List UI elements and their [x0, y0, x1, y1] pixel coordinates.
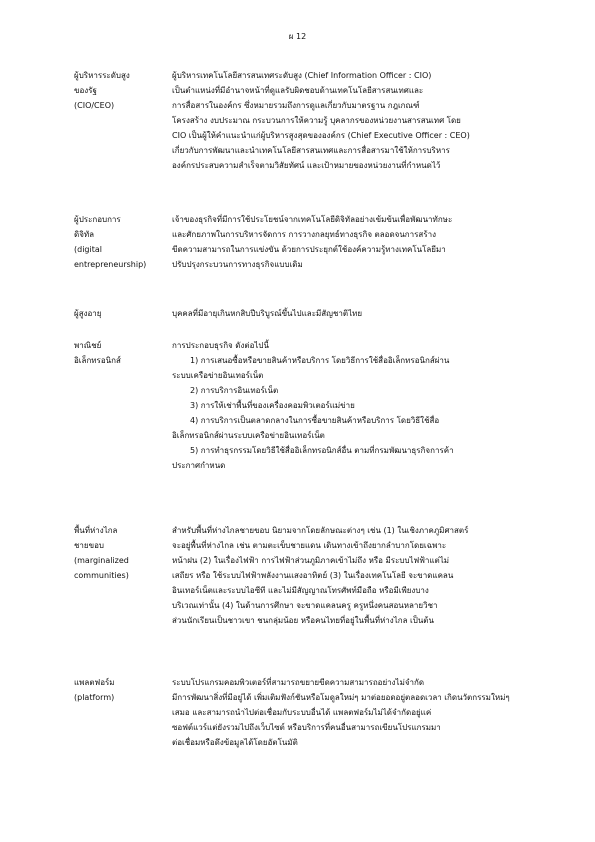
definition-line: จะอยู่พื้นที่ห่างไกล เช่น ตามตะเข็บชายแดน เดินทางเข้าถึงยากลำบากโดยเฉพาะ: [172, 541, 447, 550]
definition-line: ซอฟต์แวร์แต่ยังรวมไปถึงเว็บไซต์ หรือบริการที่คนอื่นสามารถเขียนโปรแกรมมา: [172, 723, 441, 732]
term-line: อิเล็กทรอนิกส์: [74, 356, 121, 365]
definition-line: เสมอ และสามารถนำไปต่อเชื่อมกับระบบอื่นได้ แพลตฟอร์มไม่ได้จำกัดอยู่แค่: [172, 708, 432, 717]
definition-line: อิเล็กทรอนิกส์ผ่านระบบเครือข่ายอินเทอร์เน็ต: [172, 431, 325, 440]
definition-line: ระบบเครือข่ายอินเทอร์เน็ต: [172, 371, 264, 380]
term-line: communities): [74, 571, 129, 580]
term-line: พื้นที่ห่างไกล: [74, 526, 118, 535]
definition: [172, 306, 534, 321]
definition-line: ปรับปรุงกระบวนการทางธุรกิจแบบเดิม: [172, 260, 303, 269]
definition-line: 3) การให้เช่าพื้นที่ของเครื่องคอมพิวเตอร์แม่ข่าย: [190, 401, 355, 410]
term-line: (platform): [74, 693, 115, 702]
definition: [172, 338, 534, 473]
definition-line: 4) การบริการเป็นตลาดกลางในการซื้อขายสินค้าหรือบริการ โดยวิธีใช้สื่อ: [190, 416, 440, 425]
term-line: พาณิชย์: [74, 341, 102, 350]
term-line: ดิจิทัล: [74, 230, 95, 239]
definition-line: 1) การเสนอซื้อหรือขายสินค้าหรือบริการ โดยวิธีการใช้สื่ออิเล็กทรอนิกส์ผ่าน: [190, 356, 450, 365]
term-line: (marginalized: [74, 556, 129, 565]
definition-line: การประกอบธุรกิจ ดังต่อไปนี้: [172, 341, 269, 350]
definition-line: การสื่อสารในองค์กร ซึ่งหมายรวมถึงการดูแลเกี่ยวกับมาตรฐาน กฎเกณฑ์: [172, 101, 420, 110]
definition-line: 2) การบริการอินเทอร์เน็ต: [190, 386, 279, 395]
definition-line: ส่วนนักเรียนเป็นชาวเขา ชนกลุ่มน้อย หรือคนไทยที่อยู่ในพื้นที่ห่างไกล เป็นต้น: [172, 616, 434, 625]
term-line: ผู้ประกอบการ: [74, 215, 121, 224]
term: [74, 523, 166, 583]
definition-line: ผู้บริหารเทคโนโลยีสารสนเทศระดับสูง (Chief Information Officer : CIO): [172, 71, 432, 80]
term-line: แพลตฟอร์ม: [74, 678, 115, 687]
term-line: ผู้สูงอายุ: [74, 309, 102, 318]
term: [74, 338, 166, 368]
term: [74, 306, 166, 321]
definition-line: สำหรับพื้นที่ห่างไกลชายขอบ นิยามจากโดยลักษณะต่างๆ เช่น (1) ในเชิงภาคภูมิศาสตร์: [172, 526, 469, 535]
definition-line: เป็นตำแหน่งที่มีอำนาจหน้าที่ดูแลรับผิดชอบด้านเทคโนโลยีสารสนเทศและ: [172, 86, 424, 95]
definition-line: บริเวณเท่านั้น (4) ในด้านการศึกษา จะขาดแคลนครู ครูหนึ่งคนสอนหลายวิชา: [172, 601, 438, 610]
definition-line: และศักยภาพในการบริหารจัดการ การวางกลยุทธ์ทางธุรกิจ ตลอดจนการสร้าง: [172, 230, 437, 239]
definition: [172, 523, 534, 628]
definition-line: มีการพัฒนาสิ่งที่มีอยู่ได้ เพิ่มเติมฟังก์ชันหรือโมดูลใหม่ๆ มาต่อยอดอยู่ตลอดเวลา เกิดนวัตกรรมใหม่ๆ: [172, 693, 510, 702]
term-line: ของรัฐ: [74, 86, 97, 95]
definition-line: บุคคลที่มีอายุเกินหกสิบปีบริบูรณ์ขึ้นไปและมีสัญชาติไทย: [172, 309, 363, 318]
term: [74, 675, 166, 705]
definition-line: อินเทอร์เน็ตและระบบไอซีที และไม่มีสัญญาณโทรศัพท์มือถือ หรือมีเพียงบาง: [172, 586, 429, 595]
term-line: ชายขอบ: [74, 541, 104, 550]
term: [74, 212, 166, 272]
term-line: (digital: [74, 245, 102, 254]
definition-line: เจ้าของธุรกิจที่มีการใช้ประโยชน์จากเทคโนโลยีดิจิทัลอย่างเข้มข้นเพื่อพัฒนาทักษะ: [172, 215, 453, 224]
definition-line: ระบบโปรแกรมคอมพิวเตอร์ที่สามารถขยายขีดความสามารถอย่างไม่จำกัด: [172, 678, 425, 687]
page-number: ผ 12: [288, 32, 307, 41]
definition-line: หน้าฝน (2) ในเรื่องไฟฟ้า การไฟฟ้าส่วนภูมิภาคเข้าไม่ถึง หรือ มีระบบไฟฟ้าแต่ไม่: [172, 556, 450, 565]
definition-line: 5) การทำธุรกรรมโดยวิธีใช้สื่ออิเล็กทรอนิกส์อื่น ตามที่กรมพัฒนาธุรกิจการค้า: [190, 446, 454, 455]
definition: [172, 68, 534, 173]
definition: [172, 212, 534, 272]
definition-line: เกี่ยวกับการพัฒนาและนำเทคโนโลยีสารสนเทศและการสื่อสารมาใช้ให้การบริหาร: [172, 146, 450, 155]
definition-line: ต่อเชื่อมหรือดึงข้อมูลได้โดยอัตโนมัติ: [172, 738, 298, 747]
term-line: entrepreneurship): [74, 260, 147, 269]
term-line: ผู้บริหารระดับสูง: [74, 71, 130, 80]
definition: [172, 675, 534, 750]
term-line: (CIO/CEO): [74, 101, 115, 110]
definition-line: CIO เป็นผู้ให้คำแนะนำแก่ผู้บริหารสูงสุดขององค์กร (Chief Executive Officer : CEO): [172, 131, 470, 140]
term: [74, 68, 166, 113]
definition-line: ประกาศกำหนด: [172, 461, 226, 470]
definition-line: เสถียร หรือ ใช้ระบบไฟฟ้าพลังงานแสงอาทิตย์ (3) ในเรื่องเทคโนโลยี จะขาดแคลน: [172, 571, 454, 580]
definition-line: องค์กรประสบความสำเร็จตามวิสัยทัศน์ และเป้าหมายของหน่วยงานที่กำหนดไว้: [172, 161, 441, 170]
definition-line: โครงสร้าง งบประมาณ กระบวนการให้ความรู้ บุคลากรของหน่วยงานสารสนเทศ โดย: [172, 116, 461, 125]
definition-line: ขีดความสามารถในการแข่งขัน ด้วยการประยุกต์ใช้องค์ความรู้ทางเทคโนโลยีมา: [172, 245, 446, 254]
